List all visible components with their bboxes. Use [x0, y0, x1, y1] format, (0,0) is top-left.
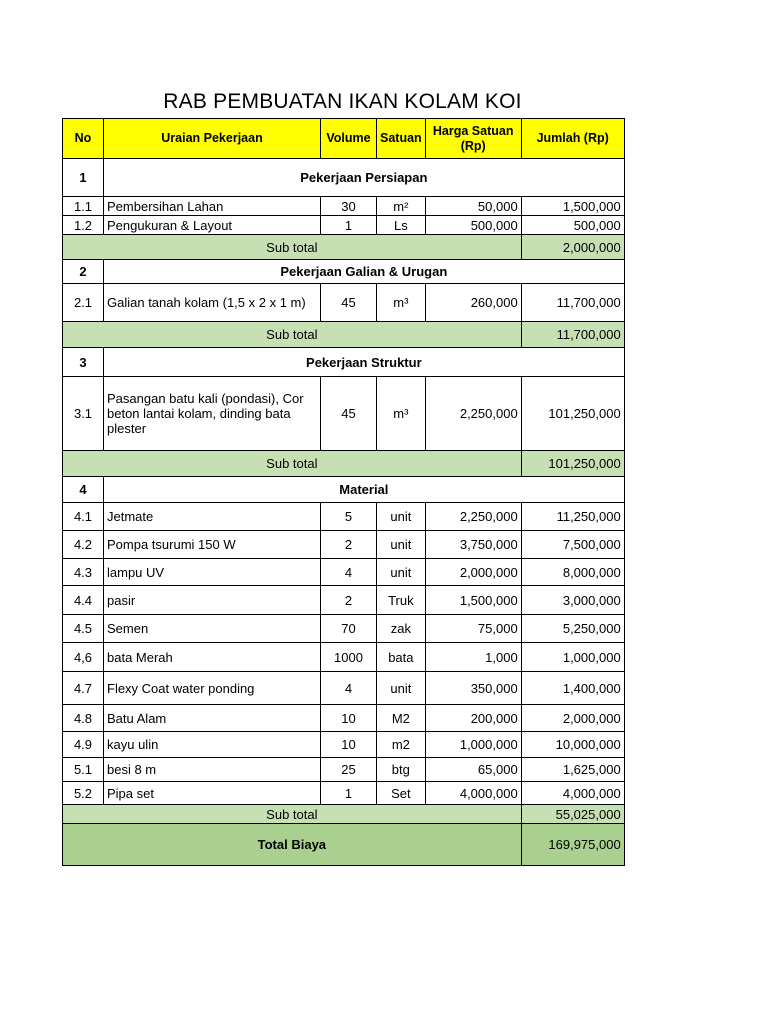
item-unit: m² — [377, 197, 426, 216]
header-volume: Volume — [321, 119, 377, 159]
item-desc: Pembersihan Lahan — [104, 197, 321, 216]
header-jumlah: Jumlah (Rp) — [521, 119, 624, 159]
header-no: No — [63, 119, 104, 159]
table-row — [63, 758, 625, 782]
item-desc: Pipa set — [104, 782, 321, 805]
item-total: 2,000,000 — [521, 705, 624, 732]
header-satuan: Satuan — [377, 119, 426, 159]
section-no: 4 — [63, 477, 104, 503]
item-no: 4.8 — [63, 705, 104, 732]
item-price: 200,000 — [425, 705, 521, 732]
item-unit: M2 — [377, 705, 426, 732]
item-unit: m³ — [377, 377, 426, 451]
subtotal-row — [63, 451, 625, 477]
item-desc: lampu UV — [104, 559, 321, 586]
item-price: 3,750,000 — [425, 531, 521, 559]
item-desc: Batu Alam — [104, 705, 321, 732]
item-total: 11,250,000 — [521, 503, 624, 531]
total-row — [63, 824, 625, 866]
item-volume: 45 — [321, 377, 377, 451]
item-total: 8,000,000 — [521, 559, 624, 586]
table-row — [63, 503, 625, 531]
table-row — [63, 643, 625, 672]
item-volume: 1 — [321, 216, 377, 235]
section-no: 3 — [63, 348, 104, 377]
item-unit: unit — [377, 559, 426, 586]
rab-table — [62, 118, 625, 866]
item-unit: btg — [377, 758, 426, 782]
item-price: 350,000 — [425, 672, 521, 705]
subtotal-label: Sub total — [63, 451, 522, 477]
subtotal-label: Sub total — [63, 235, 522, 260]
total-value: 169,975,000 — [521, 824, 624, 866]
section-row — [63, 348, 625, 377]
item-volume: 1000 — [321, 643, 377, 672]
item-volume: 4 — [321, 672, 377, 705]
subtotal-label: Sub total — [63, 322, 522, 348]
item-volume: 10 — [321, 705, 377, 732]
section-name: Pekerjaan Struktur — [104, 348, 625, 377]
item-unit: m³ — [377, 284, 426, 322]
item-desc: Pengukuran & Layout — [104, 216, 321, 235]
item-price: 500,000 — [425, 216, 521, 235]
item-total: 1,000,000 — [521, 643, 624, 672]
item-total: 3,000,000 — [521, 586, 624, 615]
item-desc: pasir — [104, 586, 321, 615]
item-unit: unit — [377, 503, 426, 531]
item-unit: zak — [377, 615, 426, 643]
item-no: 2.1 — [63, 284, 104, 322]
table-row — [63, 586, 625, 615]
item-total: 101,250,000 — [521, 377, 624, 451]
item-price: 50,000 — [425, 197, 521, 216]
subtotal-value: 11,700,000 — [521, 322, 624, 348]
item-volume: 1 — [321, 782, 377, 805]
item-no: 4.7 — [63, 672, 104, 705]
item-unit: m2 — [377, 732, 426, 758]
item-total: 1,500,000 — [521, 197, 624, 216]
item-no: 4.9 — [63, 732, 104, 758]
item-total: 500,000 — [521, 216, 624, 235]
item-desc: Pasangan batu kali (pondasi), Cor beton lantai kolam, dinding bata plester — [104, 377, 321, 451]
item-volume: 10 — [321, 732, 377, 758]
header-harga: Harga Satuan (Rp) — [425, 119, 521, 159]
item-no: 5.2 — [63, 782, 104, 805]
item-no: 4.4 — [63, 586, 104, 615]
section-name: Pekerjaan Galian & Urugan — [104, 260, 625, 284]
section-row — [63, 477, 625, 503]
section-no: 2 — [63, 260, 104, 284]
total-label: Total Biaya — [63, 824, 522, 866]
item-price: 1,000,000 — [425, 732, 521, 758]
item-no: 4.3 — [63, 559, 104, 586]
subtotal-value: 55,025,000 — [521, 805, 624, 824]
item-price: 1,500,000 — [425, 586, 521, 615]
item-total: 1,625,000 — [521, 758, 624, 782]
section-row — [63, 260, 625, 284]
item-no: 4,6 — [63, 643, 104, 672]
item-no: 1.1 — [63, 197, 104, 216]
page-title: RAB PEMBUATAN IKAN KOLAM KOI — [163, 90, 522, 113]
item-price: 2,250,000 — [425, 503, 521, 531]
subtotal-row — [63, 805, 625, 824]
item-desc: Galian tanah kolam (1,5 x 2 x 1 m) — [104, 284, 321, 322]
section-no: 1 — [63, 159, 104, 197]
item-unit: Ls — [377, 216, 426, 235]
item-unit: Truk — [377, 586, 426, 615]
item-no: 4.5 — [63, 615, 104, 643]
subtotal-label: Sub total — [63, 805, 522, 824]
item-total: 11,700,000 — [521, 284, 624, 322]
table-row — [63, 672, 625, 705]
item-volume: 45 — [321, 284, 377, 322]
item-desc: Jetmate — [104, 503, 321, 531]
item-no: 1.2 — [63, 216, 104, 235]
item-volume: 2 — [321, 586, 377, 615]
subtotal-row — [63, 235, 625, 260]
item-total: 4,000,000 — [521, 782, 624, 805]
item-volume: 70 — [321, 615, 377, 643]
section-name: Material — [104, 477, 625, 503]
item-total: 10,000,000 — [521, 732, 624, 758]
item-no: 4.1 — [63, 503, 104, 531]
item-volume: 5 — [321, 503, 377, 531]
item-desc: besi 8 m — [104, 758, 321, 782]
item-unit: bata — [377, 643, 426, 672]
item-desc: kayu ulin — [104, 732, 321, 758]
table-row — [63, 377, 625, 451]
item-desc: Semen — [104, 615, 321, 643]
item-no: 5.1 — [63, 758, 104, 782]
item-unit: unit — [377, 672, 426, 705]
section-row — [63, 159, 625, 197]
item-volume: 25 — [321, 758, 377, 782]
subtotal-row — [63, 322, 625, 348]
table-row — [63, 559, 625, 586]
item-no: 3.1 — [63, 377, 104, 451]
item-unit: unit — [377, 531, 426, 559]
header-row — [63, 119, 625, 159]
subtotal-value: 101,250,000 — [521, 451, 624, 477]
item-desc: Flexy Coat water ponding — [104, 672, 321, 705]
subtotal-value: 2,000,000 — [521, 235, 624, 260]
item-total: 7,500,000 — [521, 531, 624, 559]
table-row — [63, 615, 625, 643]
table-row — [63, 531, 625, 559]
item-price: 260,000 — [425, 284, 521, 322]
table-row — [63, 732, 625, 758]
table-row — [63, 216, 625, 235]
item-volume: 2 — [321, 531, 377, 559]
section-name: Pekerjaan Persiapan — [104, 159, 625, 197]
item-desc: bata Merah — [104, 643, 321, 672]
item-no: 4.2 — [63, 531, 104, 559]
table-row — [63, 284, 625, 322]
item-price: 65,000 — [425, 758, 521, 782]
item-price: 4,000,000 — [425, 782, 521, 805]
item-desc: Pompa tsurumi 150 W — [104, 531, 321, 559]
table-row — [63, 197, 625, 216]
item-volume: 4 — [321, 559, 377, 586]
item-total: 5,250,000 — [521, 615, 624, 643]
item-volume: 30 — [321, 197, 377, 216]
item-price: 2,250,000 — [425, 377, 521, 451]
item-total: 1,400,000 — [521, 672, 624, 705]
item-price: 1,000 — [425, 643, 521, 672]
item-unit: Set — [377, 782, 426, 805]
item-price: 75,000 — [425, 615, 521, 643]
table-row — [63, 782, 625, 805]
item-price: 2,000,000 — [425, 559, 521, 586]
header-uraian: Uraian Pekerjaan — [104, 119, 321, 159]
table-row — [63, 705, 625, 732]
